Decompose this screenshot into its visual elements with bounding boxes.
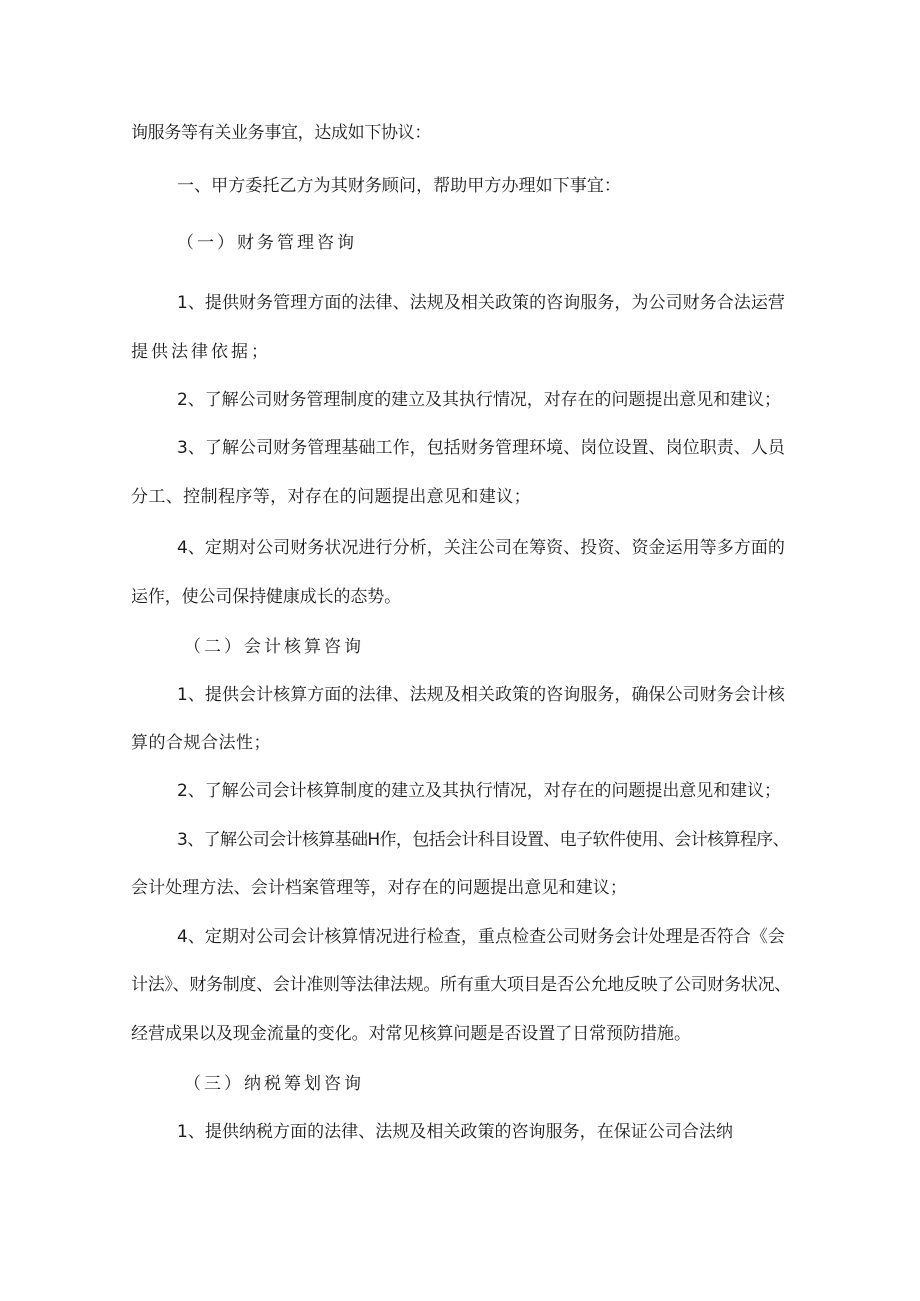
text-line: 运作，使公司保持健康成长的态势。	[131, 587, 401, 607]
text-line: 计法》、财务制度、会计准则等法律法规。所有重大项目是否公允地反映了公司财务状况、	[131, 975, 791, 995]
text-line: 分工、控制程序等，对存在的问题提出意见和建议；	[131, 487, 531, 507]
text-line: 2、了解公司财务管理制度的建立及其执行情况，对存在的问题提出意见和建议；	[177, 390, 781, 410]
text-line: 提供法律依据；	[131, 342, 271, 362]
section-heading: 一、甲方委托乙方为其财务顾问，帮助甲方办理如下事宜：	[177, 176, 621, 196]
text-line: 4、定期对公司财务状况进行分析，关注公司在筹资、投资、资金运用等多方面的	[177, 538, 785, 558]
text-line: 3、了解公司会计核算基础H作，包括会计科目设置、电子软件使用、会计核算程序、	[177, 830, 789, 850]
text-line: 4、定期对公司会计核算情况进行检查，重点检查公司财务会计处理是否符合《会	[177, 927, 785, 947]
text-line: 1、提供会计核算方面的法律、法规及相关政策的咨询服务，确保公司财务会计核	[177, 685, 785, 705]
text-line: 2、了解公司会计核算制度的建立及其执行情况，对存在的问题提出意见和建议；	[177, 781, 781, 801]
subsection-heading: （二）会计核算咨询	[184, 637, 364, 657]
text-line: 经营成果以及现金流量的变化。对常见核算问题是否设置了日常预防措施。	[131, 1024, 691, 1044]
text-line: 算的合规合法性；	[131, 733, 271, 753]
text-line: 询服务等有关业务事宜，达成如下协议：	[131, 123, 431, 143]
subsection-heading: （一）财务管理咨询	[177, 233, 357, 253]
text-line: 1、提供财务管理方面的法律、法规及相关政策的咨询服务，为公司财务合法运营	[177, 293, 785, 313]
text-line: 1、提供纳税方面的法律、法规及相关政策的咨询服务，在保证公司合法纳	[177, 1122, 733, 1142]
subsection-heading: （三）纳税筹划咨询	[184, 1074, 364, 1094]
text-line: 3、了解公司财务管理基础工作，包括财务管理环境、岗位设置、岗位职责、人员	[177, 438, 785, 458]
text-line: 会计处理方法、会计档案管理等，对存在的问题提出意见和建议；	[131, 878, 627, 898]
